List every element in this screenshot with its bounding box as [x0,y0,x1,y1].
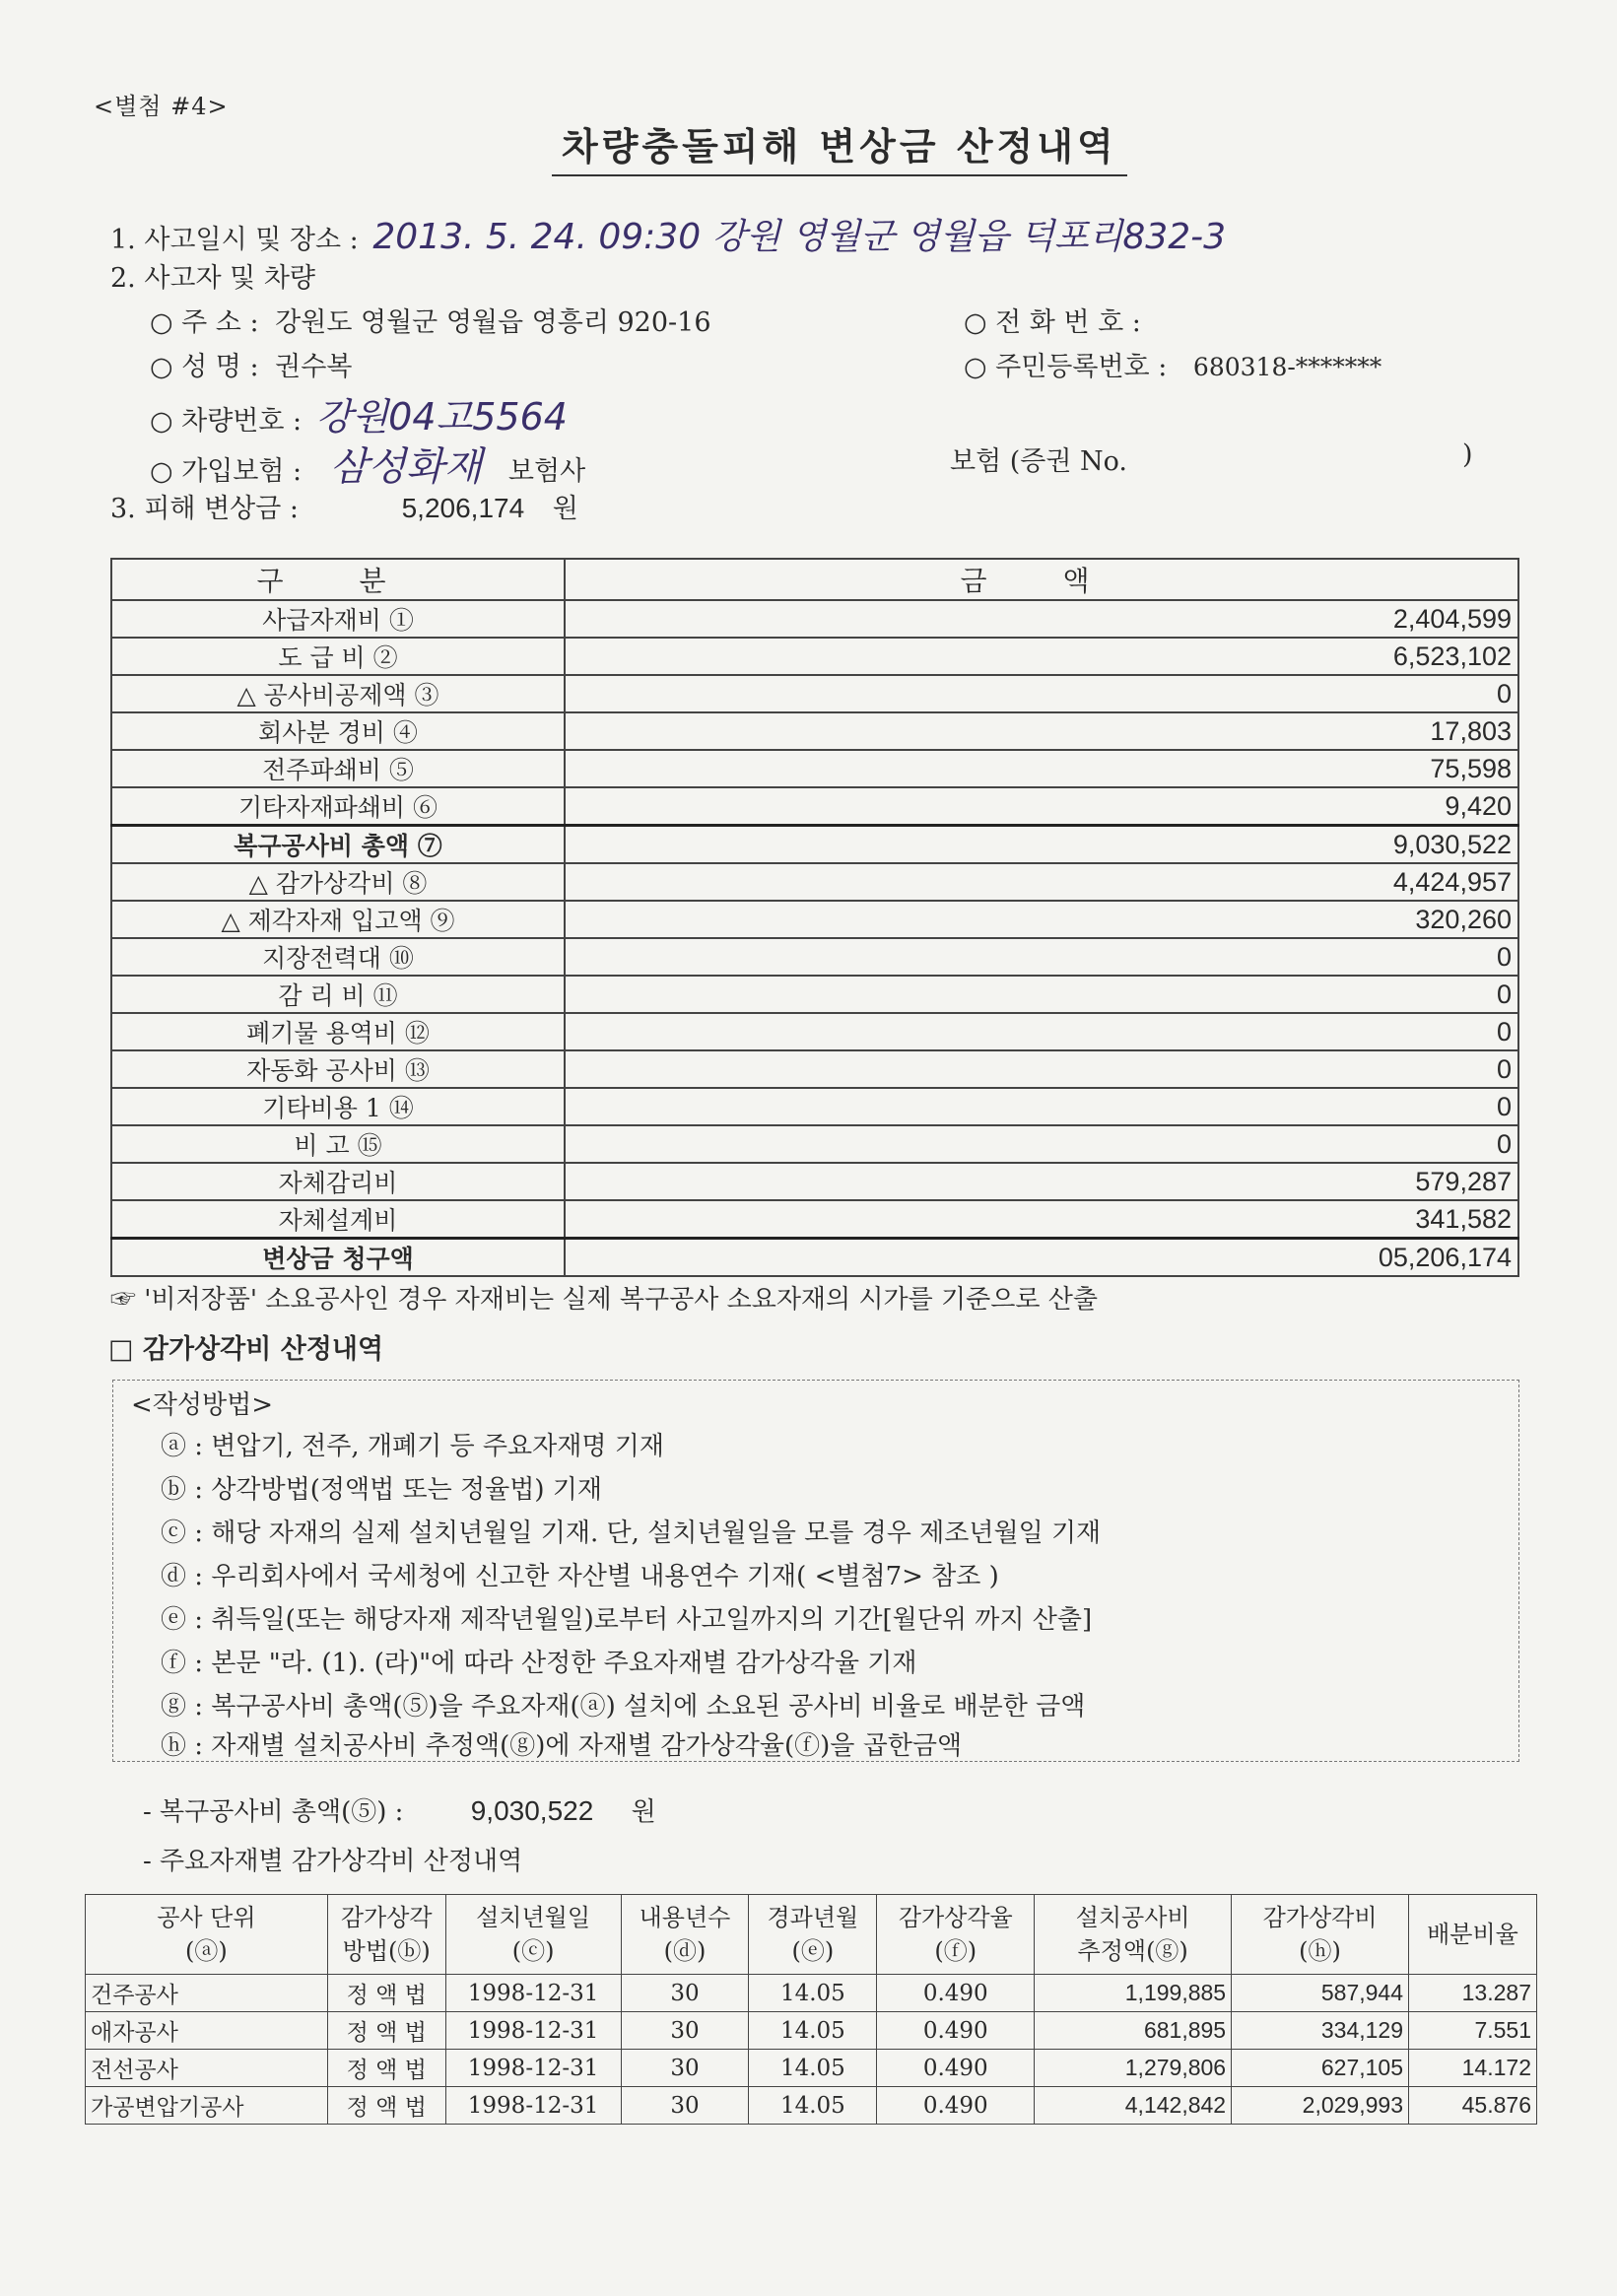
row-value: 9,420 [565,787,1518,826]
cell-method: 정 액 법 [327,2050,445,2087]
damage-label: 3. 피해 변상금 : [110,494,300,524]
row-name: 기타비용 1 ⑭ [111,1088,565,1125]
row-value: 0 [565,1088,1518,1125]
insurer-suffix: 보험사 [507,456,586,487]
damage-unit: 원 [552,494,578,524]
insurer-label: ○ 가입보험 : [150,456,303,487]
row-value: 579,287 [565,1163,1518,1200]
cell-cost: 4,142,842 [1035,2087,1232,2125]
row-name: 비 고 ⑮ [111,1125,565,1163]
row-value: 0 [565,675,1518,712]
table-row [111,675,1518,712]
cell-ratio: 14.172 [1409,2050,1537,2087]
vehicle-label: ○ 차량번호 : [150,406,303,437]
cell-date: 1998-12-31 [445,1975,621,2012]
row-value: 0 [565,1125,1518,1163]
row-value: 6,523,102 [565,638,1518,675]
section-3 [110,487,578,525]
row-name: 지장전력대 ⑩ [111,938,565,976]
cell-date: 1998-12-31 [445,2087,621,2125]
header-amount: 금 액 [565,559,1518,600]
table-row [111,712,1518,750]
cell-dep: 334,129 [1232,2012,1409,2050]
address-label: ○ 주 소 : [150,307,259,338]
cell-life: 30 [621,2012,749,2050]
header-rate: 감가상각율 (ⓕ) [877,1895,1035,1975]
method-item: ⓗ : 자재별 설치공사비 추정액(ⓖ)에 자재별 감가상각율(ⓕ)을 곱한금액 [161,1731,963,1761]
cell-unit: 애자공사 [86,2012,328,2050]
row-name: 기타자재파쇄비 ⑥ [111,787,565,826]
row-name: 변상금 청구액 [111,1239,565,1277]
policy-label: 보험 (증권 No. [950,446,1128,477]
method-item: ⓐ : 변압기, 전주, 개폐기 등 주요자재명 기재 [161,1432,664,1461]
rrn-row [964,345,1381,383]
method-item: ⓓ : 우리회사에서 국세청에 신고한 자산별 내용연수 기재( <별첨7> 참조 ) [161,1562,999,1591]
table-row [111,600,1518,638]
table-row [86,2012,1537,2050]
policy-end: ) [1462,439,1473,470]
total-line [143,1791,656,1828]
rrn-value: 680318-******* [1192,353,1382,381]
cell-method: 정 액 법 [327,1975,445,2012]
name-label: ○ 성 명 : [150,352,259,382]
detail-label: - 주요자재별 감가상각비 산정내역 [143,1847,523,1876]
table-row [111,1088,1518,1125]
row-name: 복구공사비 총액 ⑦ [111,826,565,864]
table-row [111,1200,1518,1239]
total-value: 9,030,522 [470,1795,594,1826]
table-row [111,938,1518,976]
method-item: ⓒ : 해당 자재의 실제 설치년월일 기재. 단, 설치년월일을 모를 경우 제조년월일 기재 [161,1519,1102,1548]
method-item: ⓕ : 본문 "라. (1). (라)"에 따라 산정한 주요자재별 감가상각율 기재 [161,1649,917,1678]
total-unit: 원 [631,1797,656,1827]
row-name: △ 제각자재 입고액 ⑨ [111,901,565,938]
vehicle-value: 강원04고5564 [315,395,568,439]
row-value: 0 [565,976,1518,1013]
header-unit: 공사 단위 (ⓐ) [86,1895,328,1975]
insurer-value: 삼성화재 [329,444,483,490]
cell-elapsed: 14.05 [749,2050,877,2087]
cell-dep: 627,105 [1232,2050,1409,2087]
footnote: ☞ '비저장품' 소요공사인 경우 자재비는 실제 복구공사 소요자재의 시가를 기준으로 산출 [110,1285,1099,1315]
cell-life: 30 [621,2050,749,2087]
cell-ratio: 7.551 [1409,2012,1537,2050]
cell-elapsed: 14.05 [749,1975,877,2012]
table-row [111,1050,1518,1088]
row-name: 도 급 비 ② [111,638,565,675]
cell-life: 30 [621,2087,749,2125]
section-2-label: 2. 사고자 및 차량 [110,263,316,294]
header-lifespan: 내용년수 (ⓓ) [621,1895,749,1975]
header-method: 감가상각 방법(ⓑ) [327,1895,445,1975]
header-install-cost: 설치공사비 추정액(ⓖ) [1035,1895,1232,1975]
table-row [111,750,1518,787]
method-box [112,1380,1519,1762]
cell-method: 정 액 법 [327,2087,445,2125]
row-value: 2,404,599 [565,600,1518,638]
cost-table [110,558,1519,1277]
section-1 [110,209,1226,259]
table-row-total [111,826,1518,864]
method-item: ⓖ : 복구공사비 총액(⑤)을 주요자재(ⓐ) 설치에 소요된 공사비 비율로 배분한 금액 [161,1692,1086,1722]
table-row [111,638,1518,675]
cell-method: 정 액 법 [327,2012,445,2050]
table-row [86,1975,1537,2012]
header-install-date: 설치년월일 (ⓒ) [445,1895,621,1975]
cell-date: 1998-12-31 [445,2012,621,2050]
row-name: 자동화 공사비 ⑬ [111,1050,565,1088]
phone-label: ○ 전 화 번 호 : [964,307,1141,338]
row-value: 320,260 [565,901,1518,938]
row-value: 0 [565,938,1518,976]
cell-cost: 1,279,806 [1035,2050,1232,2087]
cell-cost: 1,199,885 [1035,1975,1232,2012]
table-row [111,863,1518,901]
row-name: △ 감가상각비 ⑧ [111,863,565,901]
row-name: 자체감리비 [111,1163,565,1200]
table-row [111,901,1518,938]
cell-rate: 0.490 [877,2012,1035,2050]
row-value: 9,030,522 [565,826,1518,864]
name-value: 권수복 [275,352,353,382]
cell-ratio: 45.876 [1409,2087,1537,2125]
cell-date: 1998-12-31 [445,2050,621,2087]
table-row-claim [111,1239,1518,1277]
row-name: 감 리 비 ⑪ [111,976,565,1013]
row-value: 75,598 [565,750,1518,787]
row-name: 자체설계비 [111,1200,565,1239]
row-name: 회사분 경비 ④ [111,712,565,750]
cell-unit: 전선공사 [86,2050,328,2087]
table-row [86,2087,1537,2125]
header-depreciation: 감가상각비 (ⓗ) [1232,1895,1409,1975]
accident-label: 1. 사고일시 및 장소 : [110,225,359,255]
document-title: 차량충돌피해 변상금 산정내역 [552,116,1127,176]
table-row [111,787,1518,826]
cell-life: 30 [621,1975,749,2012]
row-value: 05,206,174 [565,1239,1518,1277]
cell-dep: 2,029,993 [1232,2087,1409,2125]
header-category: 구 분 [111,559,565,600]
vehicle-row [150,386,568,440]
table-row [111,1125,1518,1163]
row-name: 사급자재비 ① [111,600,565,638]
total-label: - 복구공사비 총액(⑤) : [143,1797,404,1827]
table-row [111,1163,1518,1200]
address-row [150,301,711,339]
header-elapsed: 경과년월 (ⓔ) [749,1895,877,1975]
row-value: 341,582 [565,1200,1518,1239]
rrn-label: ○ 주민등록번호 : [964,352,1168,382]
cell-unit: 건주공사 [86,1975,328,2012]
insurer-row [150,436,585,492]
header-ratio: 배분비율 [1409,1895,1537,1975]
row-value: 0 [565,1013,1518,1050]
row-value: 17,803 [565,712,1518,750]
address-value: 강원도 영월군 영월읍 영흥리 920-16 [275,307,711,338]
row-name: △ 공사비공제액 ③ [111,675,565,712]
depreciation-table [85,1894,1537,2125]
table-row [111,1013,1518,1050]
row-value: 0 [565,1050,1518,1088]
row-name: 폐기물 용역비 ⑫ [111,1013,565,1050]
cell-ratio: 13.287 [1409,1975,1537,2012]
cell-rate: 0.490 [877,2050,1035,2087]
cell-cost: 681,895 [1035,2012,1232,2050]
cell-elapsed: 14.05 [749,2012,877,2050]
accident-value: 2013. 5. 24. 09:30 강원 영월군 영월읍 덕포리832-3 [372,217,1227,257]
cell-rate: 0.490 [877,1975,1035,2012]
table-row [111,976,1518,1013]
name-row [150,345,352,383]
method-heading: <작성방법> [131,1390,274,1420]
table-row [86,2050,1537,2087]
row-name: 전주파쇄비 ⑤ [111,750,565,787]
method-item: ⓔ : 취득일(또는 해당자재 제작년월일)로부터 사고일까지의 기간[월단위 까지 산출] [161,1605,1093,1635]
cell-rate: 0.490 [877,2087,1035,2125]
row-value: 4,424,957 [565,863,1518,901]
cell-dep: 587,944 [1232,1975,1409,2012]
attachment-label: <별첨 #4> [94,93,229,120]
section-heading: □ 감가상각비 산정내역 [108,1334,384,1365]
cell-unit: 가공변압기공사 [86,2087,328,2125]
damage-amount: 5,206,174 [401,493,525,523]
cell-elapsed: 14.05 [749,2087,877,2125]
method-item: ⓑ : 상각방법(정액법 또는 정율법) 기재 [161,1475,602,1505]
